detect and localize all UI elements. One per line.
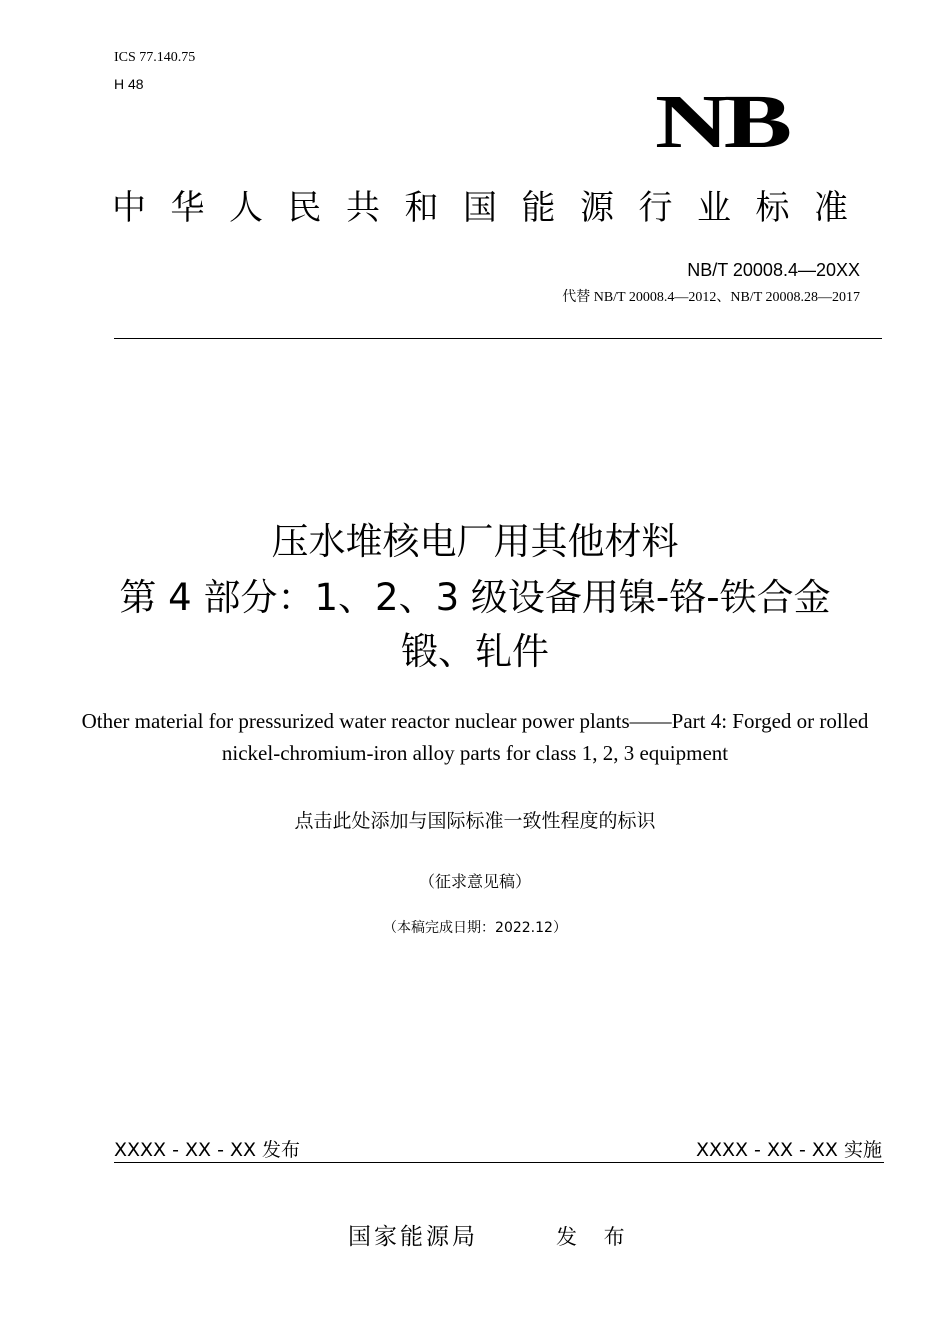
header-divider xyxy=(114,338,882,339)
organization-title: 中华人民共和国能源行业标准 xyxy=(112,188,873,228)
issue-date: XXXX - XX - XX 发布 xyxy=(114,1139,301,1161)
completion-date: （本稿完成日期：2022.12） xyxy=(383,920,567,936)
nb-logo: NB xyxy=(655,80,787,164)
ics-code: ICS 77.140.75 xyxy=(114,50,196,65)
english-title: Other material for pressurized water reactor nuclear power plants——Part 4: Forged or rolled nickel-chromium-iron alloy parts for class 1, 2, 3 equipment xyxy=(81,709,869,765)
draft-status: （征求意见稿） xyxy=(418,872,531,891)
standard-number: NB/T 20008.4—20XX xyxy=(687,260,860,280)
publisher: 国家能源局 xyxy=(348,1224,478,1250)
implementation-date: XXXX - XX - XX 实施 xyxy=(695,1139,882,1161)
publish-label: 发 布 xyxy=(556,1225,635,1249)
document-title-line-1: 压水堆核电厂用其他材料 xyxy=(271,520,679,563)
ccs-code: H 48 xyxy=(114,76,144,92)
document-title-line-3: 锻、轧件 xyxy=(401,630,549,673)
replaces-standards: 代替 NB/T 20008.4—2012、NB/T 20008.28—2017 xyxy=(562,290,860,305)
footer-divider xyxy=(114,1162,884,1163)
consistency-placeholder-field[interactable]: 点击此处添加与国际标准一致性程度的标识 xyxy=(294,810,656,832)
document-title-line-2: 第 4 部分：1、2、3 级设备用镍-铬-铁合金 xyxy=(119,576,831,619)
